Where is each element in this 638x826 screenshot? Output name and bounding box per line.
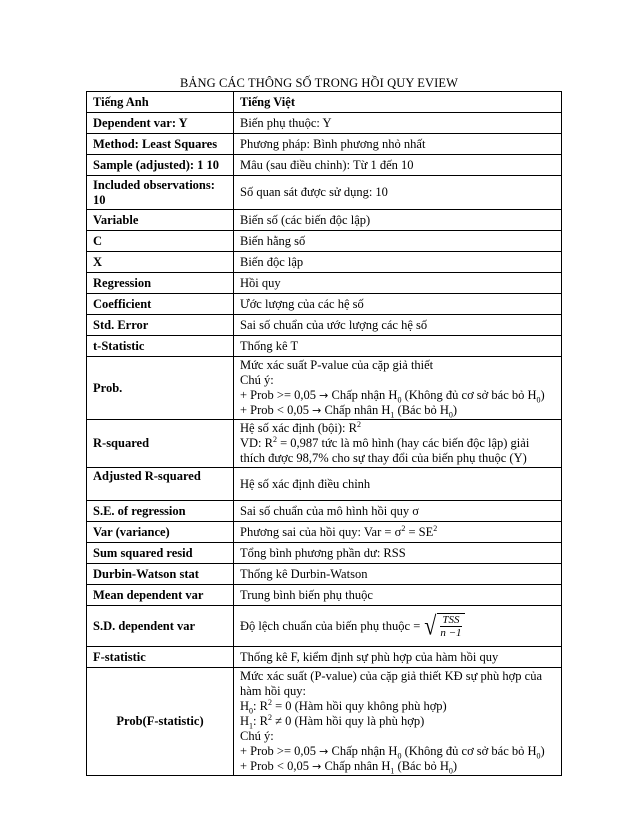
sqrt-icon: √	[424, 610, 437, 641]
term-vietnamese: Sai số chuẩn của ước lượng các hệ số	[234, 315, 562, 336]
header-vietnamese: Tiếng Việt	[234, 92, 562, 113]
term-vietnamese: Tổng bình phương phần dư: RSS	[234, 543, 562, 564]
document-title: BẢNG CÁC THÔNG SỐ TRONG HỒI QUY EVIEW	[179, 76, 459, 90]
table-row	[87, 231, 562, 252]
table-row-probf	[87, 668, 562, 776]
prob-line: + Prob >= 0,05 → Chấp nhận $H_0$ (Không đủ cơ sở bác bỏ $H_0$)	[240, 388, 545, 405]
term-english: Sum squared resid	[87, 543, 234, 564]
term-vietnamese: Sai số chuẩn của mô hình hồi quy σ	[234, 501, 562, 522]
right-arrow-icon: →	[312, 760, 322, 773]
table-header-row	[87, 92, 562, 113]
probf-line: + Prob >= 0,05 → Chấp nhận $H_0$ (Không đủ cơ sở bác bỏ $H_0$)	[240, 744, 545, 761]
table-row	[87, 134, 562, 155]
probf-line: Mức xác suất (P-value) của cặp giả thiết KĐ sự phù hợp của hàm hồi quy:	[240, 669, 543, 698]
term-vietnamese: Biến phụ thuộc: Y	[234, 113, 562, 134]
term-english: R-squared	[87, 420, 234, 468]
right-arrow-icon: →	[319, 389, 329, 402]
table-row	[87, 210, 562, 231]
probf-line: $H_0$: $R^2 = 0$ (Hàm hồi quy không phù hợp)	[240, 697, 447, 716]
term-vietnamese: Biến hằng số	[234, 231, 562, 252]
term-english: Adjusted R-squared	[87, 468, 234, 501]
term-vietnamese: Thống kê Durbin-Watson	[234, 564, 562, 585]
table-row-prob	[87, 357, 562, 420]
term-english: X	[87, 252, 234, 273]
parameter-table	[86, 91, 562, 776]
table-row	[87, 564, 562, 585]
table-row	[87, 336, 562, 357]
term-english: Method: Least Squares	[87, 134, 234, 155]
prob-line: Chú ý:	[240, 373, 274, 387]
prob-line: + Prob < 0,05 → Chấp nhân $H_1$ (Bác bỏ $H_0$)	[240, 403, 458, 420]
term-vietnamese: Phương pháp: Bình phương nhỏ nhất	[234, 134, 562, 155]
probf-line: Chú ý:	[240, 729, 274, 743]
table-row	[87, 315, 562, 336]
term-vietnamese: Mâu (sau điều chỉnh): Từ 1 đến 10	[234, 155, 562, 176]
term-english: C	[87, 231, 234, 252]
term-english: Coefficient	[87, 294, 234, 315]
term-english: Durbin-Watson stat	[87, 564, 234, 585]
term-vietnamese	[234, 420, 562, 468]
probf-line: + Prob < 0,05 → Chấp nhân $H_1$ (Bác bỏ $H_0$)	[240, 759, 458, 776]
table-row	[87, 294, 562, 315]
term-vietnamese: Phương sai của hồi quy: Var = $\sigma^2 = SE^2$	[234, 522, 562, 543]
sd-fraction: $\frac{\text{TSS}}{n -1}$	[437, 613, 464, 639]
term-vietnamese: Biến độc lập	[234, 252, 562, 273]
term-english: Prob(F-statistic)	[87, 668, 234, 776]
table-row-rsquared	[87, 420, 562, 468]
term-english: Variable	[87, 210, 234, 231]
probf-line: $H_1$: $R^2 \ne 0$ (Hàm hồi quy là phù hợp)	[240, 712, 425, 731]
term-english: Dependent var: Y	[87, 113, 234, 134]
term-english: Included observations: 10	[87, 176, 234, 210]
table-row	[87, 522, 562, 543]
term-vietnamese: Ước lượng của các hệ số	[234, 294, 562, 315]
right-arrow-icon: →	[312, 404, 322, 417]
term-vietnamese	[234, 606, 562, 647]
term-english: Mean dependent var	[87, 585, 234, 606]
prob-line: Mức xác suất P-value của cặp giả thiết	[240, 358, 434, 372]
table-row	[87, 585, 562, 606]
sd-formula: Độ lệch chuẩn của biến phụ thuộc = √ $\frac{\text{TSS}}{n -1}$	[240, 613, 465, 639]
term-english: F-statistic	[87, 647, 234, 668]
table-row-sd	[87, 606, 562, 647]
term-vietnamese: Hồi quy	[234, 273, 562, 294]
term-vietnamese: Số quan sát được sử dụng: 10	[234, 176, 562, 210]
table-row	[87, 113, 562, 134]
term-vietnamese: Thống kê T	[234, 336, 562, 357]
term-vietnamese: Trung bình biến phụ thuộc	[234, 585, 562, 606]
term-vietnamese	[234, 357, 562, 420]
term-vietnamese	[234, 668, 562, 776]
term-english: S.E. of regression	[87, 501, 234, 522]
term-english: Prob.	[87, 357, 234, 420]
table-row	[87, 176, 562, 210]
rsquared-line: Hệ số xác định (bội): $R^2$	[240, 419, 361, 435]
table-row	[87, 468, 562, 501]
term-english: Sample (adjusted): 1 10	[87, 155, 234, 176]
right-arrow-icon: →	[319, 745, 329, 758]
term-vietnamese: Hệ số xác định điều chỉnh	[234, 468, 562, 501]
table-row	[87, 155, 562, 176]
term-vietnamese: Biến số (các biến độc lập)	[234, 210, 562, 231]
rsquared-line: VD: $R^2 = 0,987$ tức là mô hình (hay các biến độc lập) giải thích được 98,7% cho sự thay đổi của biến phụ thuộc (Y)	[240, 434, 530, 465]
table-row	[87, 543, 562, 564]
term-english: Regression	[87, 273, 234, 294]
table-row	[87, 273, 562, 294]
term-vietnamese: Thống kê F, kiểm định sự phù hợp của hàm hồi quy	[234, 647, 562, 668]
table-row	[87, 501, 562, 522]
table-row	[87, 647, 562, 668]
term-english: S.D. dependent var	[87, 606, 234, 647]
table-row	[87, 252, 562, 273]
term-english: Var (variance)	[87, 522, 234, 543]
term-english: Std. Error	[87, 315, 234, 336]
header-english: Tiếng Anh	[87, 92, 234, 113]
term-english: t-Statistic	[87, 336, 234, 357]
